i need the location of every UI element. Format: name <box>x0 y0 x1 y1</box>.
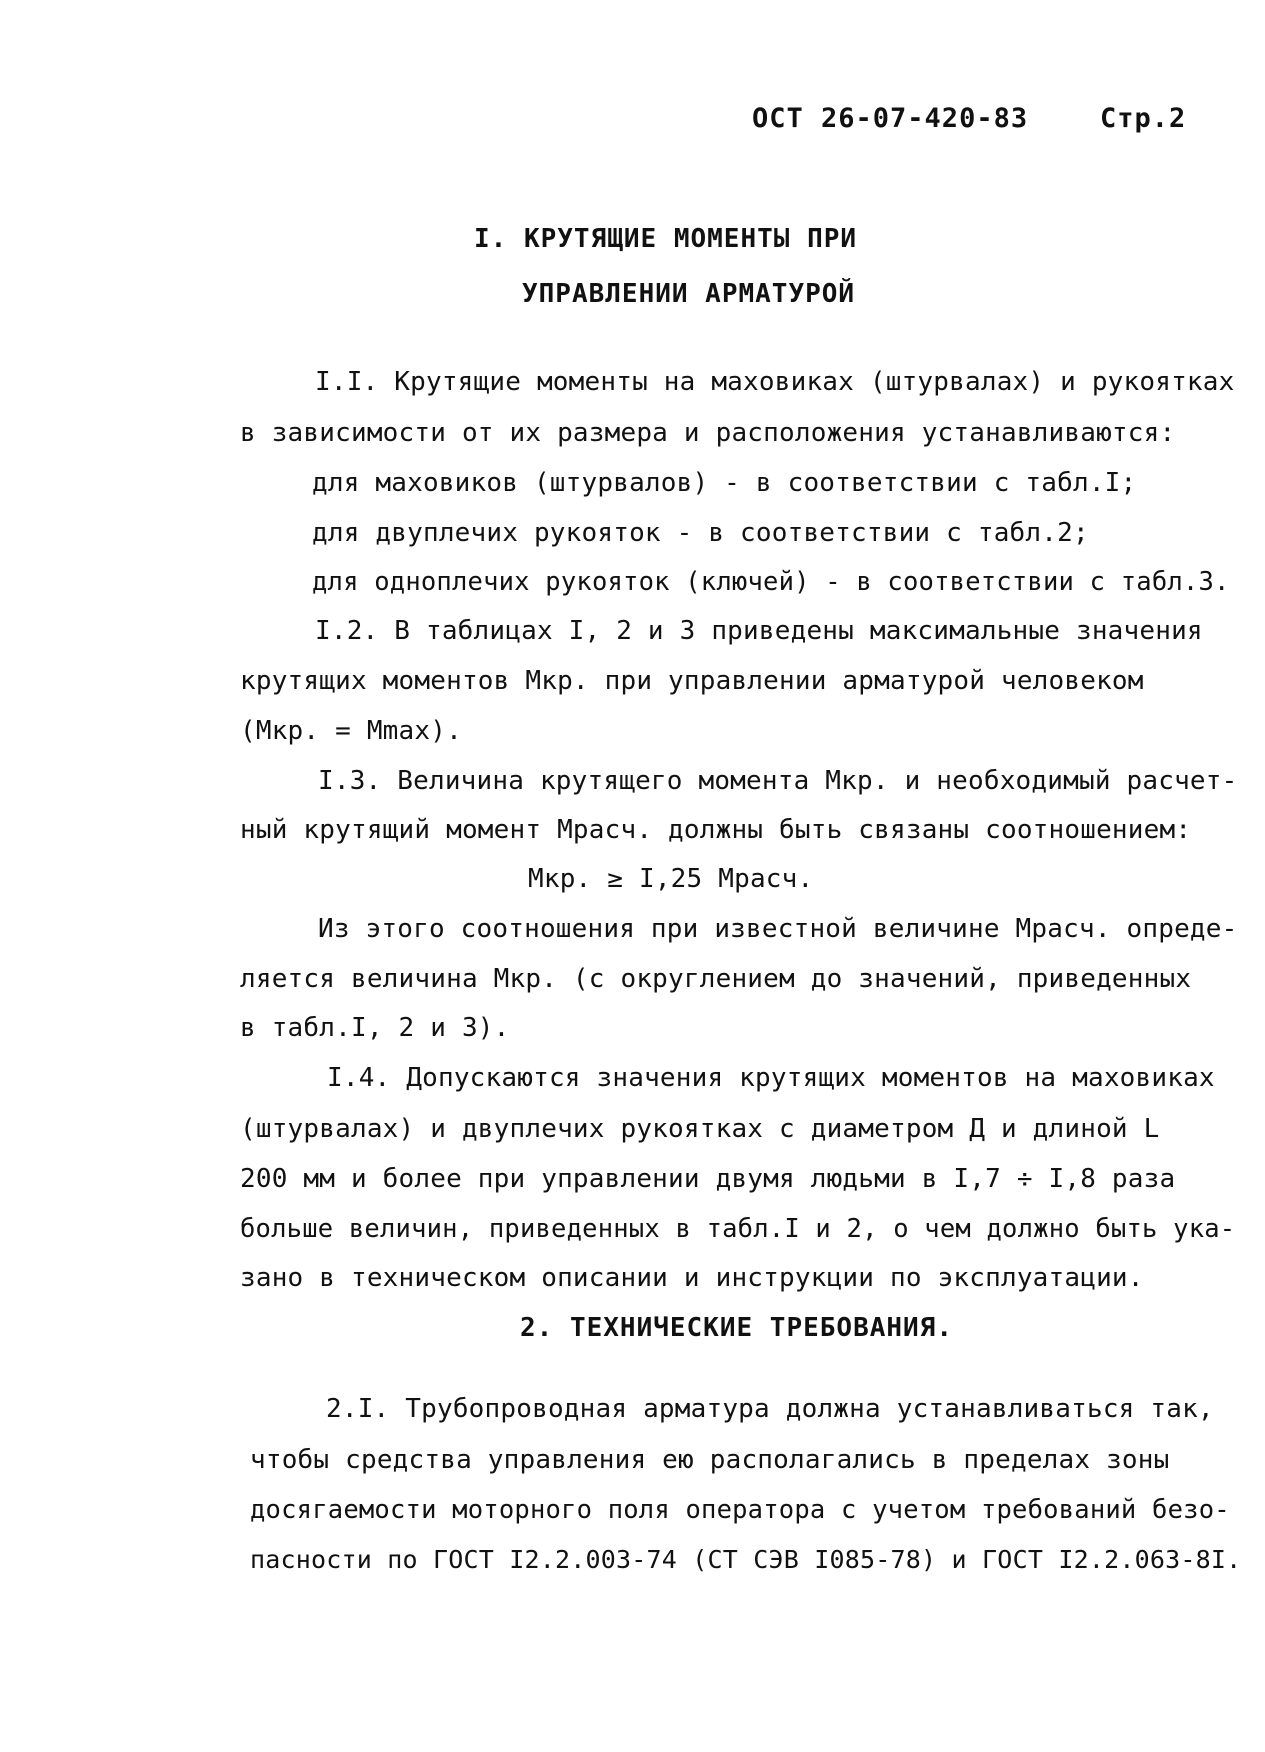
paragraph-1-4-line-1: I.4. Допускаются значения крутящих моментов на маховиках <box>327 1063 1215 1093</box>
paragraph-1-1-line-2: в зависимости от их размера и расположения устанавливаются: <box>240 418 1176 448</box>
paragraph-1-3-line-2: ный крутящий момент Мрасч. должны быть связаны соотношением: <box>240 815 1192 845</box>
paragraph-1-1-line-1: I.I. Крутящие моменты на маховиках (штурвалах) и рукоятках <box>315 367 1235 397</box>
paragraph-2-1-line-3: досягаемости моторного поля оператора с учетом требований безо- <box>250 1495 1230 1525</box>
section-1-title-line-1: I. КРУТЯЩИЕ МОМЕНТЫ ПРИ <box>474 224 858 254</box>
paragraph-1-4-line-5: зано в техническом описании и инструкции по эксплуатации. <box>240 1263 1144 1293</box>
paragraph-2-1-line-4: пасности по ГОСТ I2.2.003-74 (СТ СЭВ I085-78) и ГОСТ I2.2.063-8I. <box>250 1545 1242 1574</box>
paragraph-1-2-line-3: (Мкр. = Мmax). <box>240 716 462 746</box>
list-item-table-3: для одноплечих рукояток (ключей) - в соответствии с табл.3. <box>312 567 1230 597</box>
list-item-table-1: для маховиков (штурвалов) - в соответствии с табл.I; <box>312 468 1137 498</box>
list-item-table-2: для двуплечих рукояток - в соответствии с табл.2; <box>312 518 1089 548</box>
paragraph-1-3-line-5: в табл.I, 2 и 3). <box>240 1013 510 1043</box>
paragraph-1-4-line-4: больше величин, приведенных в табл.I и 2, о чем должно быть ука- <box>240 1214 1236 1244</box>
paragraph-1-4-line-2: (штурвалах) и двуплечих рукоятках с диаметром Д и длиной L <box>240 1114 1160 1144</box>
formula: Мкр. ≥ I,25 Мрасч. <box>528 864 814 894</box>
paragraph-1-3-line-1: I.3. Величина крутящего момента Мкр. и необходимый расчет- <box>318 766 1238 796</box>
section-2-title: 2. ТЕХНИЧЕСКИЕ ТРЕБОВАНИЯ. <box>520 1313 953 1343</box>
page-number: Стр.2 <box>1100 103 1187 134</box>
paragraph-1-3-line-3: Из этого соотношения при известной величине Мрасч. опреде- <box>318 914 1238 944</box>
section-1-title-line-2: УПРАВЛЕНИИ АРМАТУРОЙ <box>522 279 856 309</box>
paragraph-1-3-line-4: ляется величина Мкр. (с округлением до значений, приведенных <box>240 964 1192 994</box>
paragraph-1-2-line-2: крутящих моментов Мкр. при управлении арматурой человеком <box>240 666 1144 696</box>
paragraph-1-2-line-1: I.2. В таблицах I, 2 и 3 приведены максимальные значения <box>315 616 1203 646</box>
paragraph-1-4-line-3: 200 мм и более при управлении двумя людьми в I,7 ÷ I,8 раза <box>240 1164 1176 1194</box>
paragraph-2-1-line-1: 2.I. Трубопроводная арматура должна устанавливаться так, <box>326 1394 1214 1424</box>
paragraph-2-1-line-2: чтобы средства управления ею располагались в пределах зоны <box>250 1445 1170 1475</box>
document-code: ОСТ 26-07-420-83 <box>752 103 1029 134</box>
